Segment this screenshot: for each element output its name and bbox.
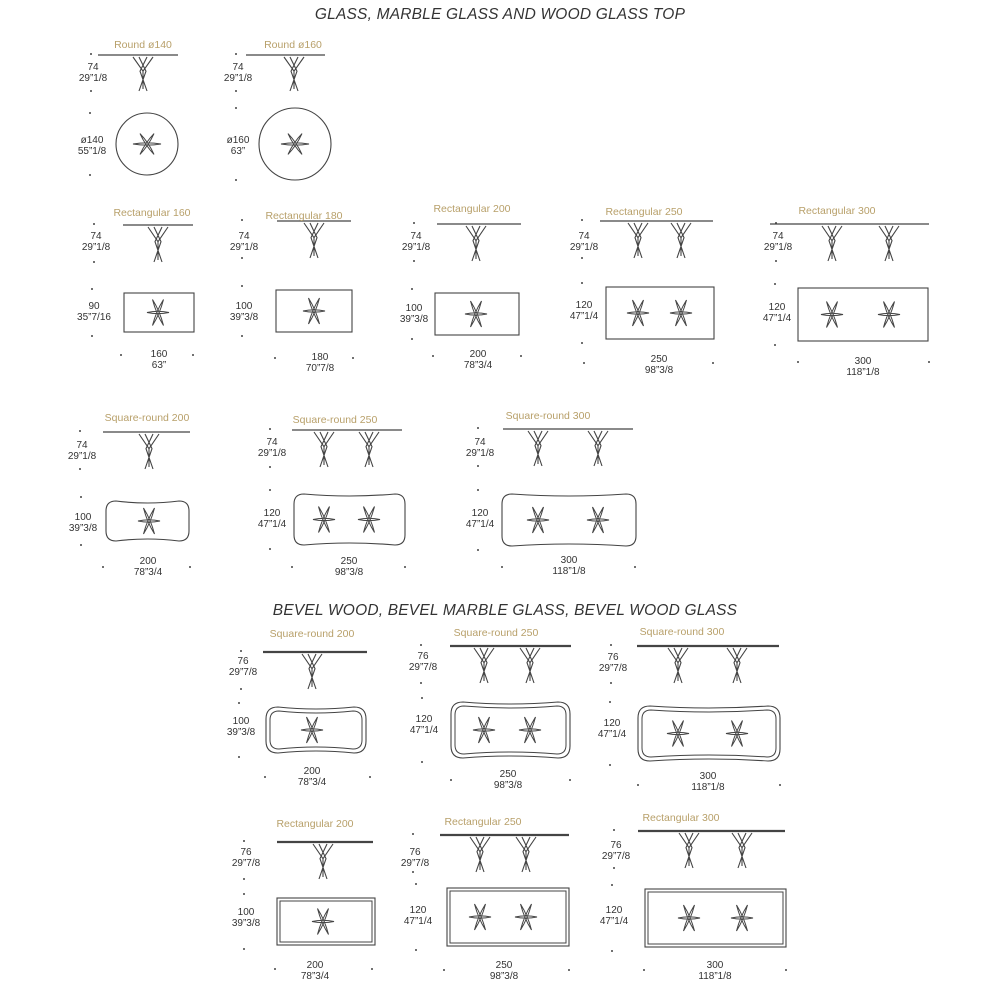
dimension-tick: [569, 779, 571, 781]
pedestal-plan: [678, 905, 700, 931]
table-title: Rectangular 200: [433, 203, 511, 215]
height-label-cm: 74: [87, 62, 99, 73]
dimension-tick: [613, 829, 615, 831]
pedestal-leg: [516, 837, 536, 872]
width-label-inch: 78”3/4: [463, 360, 493, 371]
dimension-tick: [412, 871, 414, 873]
height-label-cm: 74: [474, 437, 486, 448]
width-label-cm: 250: [340, 556, 358, 567]
table-top-plan: [266, 707, 366, 753]
dimension-tick: [610, 644, 612, 646]
dimension-tick: [443, 969, 445, 971]
pedestal-leg: [284, 57, 304, 91]
width-label-cm: 200: [469, 349, 487, 360]
pedestal-plan: [465, 301, 487, 327]
height-label-inch: 29”1/8: [763, 242, 793, 253]
table-top-plan: [645, 889, 786, 947]
dimension-tick: [415, 883, 417, 885]
dimension-tick: [235, 53, 237, 55]
pedestal-leg: [470, 837, 490, 872]
pedestal-plan: [670, 300, 692, 326]
depth-label-cm: 100: [405, 303, 423, 314]
table-title: Rectangular 160: [113, 207, 191, 219]
depth-label-inch: 35”7/16: [77, 312, 111, 323]
pedestal-leg: [359, 432, 379, 467]
height-label-cm: 74: [772, 231, 784, 242]
pedestal-plan: [627, 300, 649, 326]
pedestal-leg: [313, 844, 333, 879]
depth-label-cm: 120: [415, 714, 433, 725]
pedestal-leg: [588, 431, 608, 466]
dimension-tick: [80, 544, 82, 546]
height-label-cm: 74: [266, 437, 278, 448]
dimension-tick: [120, 354, 122, 356]
dimension-tick: [238, 702, 240, 704]
dimension-tick: [634, 566, 636, 568]
pedestal-leg: [628, 223, 648, 258]
dimension-tick: [90, 90, 92, 92]
dimension-tick: [412, 833, 414, 835]
depth-label-cm: ø140: [80, 135, 104, 146]
pedestal-plan: [469, 904, 491, 930]
width-label-inch: 118”1/8: [552, 566, 586, 577]
dimension-tick: [413, 260, 415, 262]
dimension-tick: [91, 335, 93, 337]
dimension-tick: [611, 884, 613, 886]
dimension-tick: [775, 222, 777, 224]
height-label-inch: 29”1/8: [465, 448, 495, 459]
height-label-inch: 29”1/8: [257, 448, 287, 459]
table-top-plan: [798, 288, 928, 341]
height-label-inch: 29”7/8: [228, 667, 258, 678]
round-top-plan: [259, 108, 331, 180]
height-label-inch: 29”1/8: [229, 242, 259, 253]
depth-label-cm: ø160: [226, 135, 250, 146]
table-title: Square-round 200: [269, 628, 355, 640]
pedestal-leg: [528, 431, 548, 466]
depth-label-cm: 120: [768, 302, 786, 313]
dimension-tick: [269, 489, 271, 491]
table-title: Square-round 250: [453, 627, 539, 639]
height-label-inch: 29”7/8: [598, 663, 628, 674]
table-title: Rectangular 180: [265, 210, 343, 222]
depth-label-cm: 100: [74, 512, 92, 523]
depth-label-inch: 39”3/8: [68, 523, 98, 534]
width-label-cm: 300: [699, 771, 717, 782]
table-top-plan: [638, 706, 780, 761]
table-title: Rectangular 200: [276, 818, 354, 830]
width-label-cm: 300: [560, 555, 578, 566]
dimension-tick: [411, 338, 413, 340]
width-label-inch: 78”3/4: [133, 567, 163, 578]
dimension-tick: [421, 761, 423, 763]
dimension-tick: [581, 342, 583, 344]
dimension-tick: [80, 496, 82, 498]
height-label-cm: 76: [409, 847, 421, 858]
pedestal-leg: [679, 833, 699, 868]
table-top-plan: [276, 290, 352, 332]
dimension-tick: [192, 354, 194, 356]
depth-label-inch: 47”1/4: [257, 519, 287, 530]
pedestal-plan: [133, 134, 161, 155]
pedestal-plan: [358, 507, 380, 533]
depth-label-inch: 47”1/4: [465, 519, 495, 530]
height-label-inch: 29”7/8: [601, 851, 631, 862]
pedestal-plan: [147, 300, 169, 326]
dimension-tick: [775, 260, 777, 262]
pedestal-plan: [312, 909, 334, 935]
pedestal-leg: [148, 227, 168, 262]
depth-label-cm: 120: [471, 508, 489, 519]
height-label-cm: 76: [240, 847, 252, 858]
bevel-edge-plan: [450, 891, 566, 943]
height-label-inch: 29”7/8: [400, 858, 430, 869]
dimension-tick: [415, 949, 417, 951]
width-label-inch: 98”3/8: [644, 365, 674, 376]
pedestal-leg: [139, 434, 159, 469]
dimension-tick: [411, 288, 413, 290]
height-label-cm: 74: [238, 231, 250, 242]
height-label-cm: 74: [76, 440, 88, 451]
dimension-tick: [291, 566, 293, 568]
table-title: Rectangular 300: [798, 205, 876, 217]
dimension-tick: [583, 362, 585, 364]
depth-label-inch: 47”1/4: [409, 725, 439, 736]
dimension-tick: [102, 566, 104, 568]
dimension-tick: [928, 361, 930, 363]
table-top-plan: [451, 702, 570, 758]
height-label-inch: 29”7/8: [408, 662, 438, 673]
width-label-inch: 78”3/4: [297, 777, 327, 788]
depth-label-inch: 47”1/4: [762, 313, 792, 324]
height-label-cm: 76: [610, 840, 622, 851]
bevel-edge-plan: [642, 710, 776, 757]
depth-label-inch: 47”1/4: [569, 311, 599, 322]
height-label-inch: 29”1/8: [401, 242, 431, 253]
dimension-tick: [432, 355, 434, 357]
pedestal-plan: [519, 717, 541, 743]
width-label-cm: 200: [139, 556, 157, 567]
depth-label-cm: 120: [575, 300, 593, 311]
section-heading-glass: GLASS, MARBLE GLASS AND WOOD GLASS TOP: [314, 6, 686, 23]
dimension-tick: [477, 465, 479, 467]
pedestal-plan: [821, 302, 843, 328]
pedestal-leg: [732, 833, 752, 868]
dimension-tick: [413, 222, 415, 224]
depth-label-inch: 39”3/8: [226, 727, 256, 738]
pedestal-leg: [822, 226, 842, 261]
depth-label-inch: 39”3/8: [231, 918, 261, 929]
dimension-tick: [613, 867, 615, 869]
dimension-tick: [264, 776, 266, 778]
dimension-tick: [241, 335, 243, 337]
depth-label-inch: 47”1/4: [599, 916, 629, 927]
width-label-inch: 70”7/8: [305, 363, 335, 374]
height-label-inch: 29”1/8: [223, 73, 253, 84]
width-label-inch: 98”3/8: [489, 971, 519, 982]
pedestal-plan: [301, 717, 323, 743]
dimension-tick: [779, 784, 781, 786]
dimension-tick: [520, 355, 522, 357]
width-label-cm: 250: [650, 354, 668, 365]
dimension-tick: [609, 764, 611, 766]
dimension-tick: [371, 968, 373, 970]
dimension-tick: [785, 969, 787, 971]
width-label-inch: 78”3/4: [300, 971, 330, 982]
depth-label-cm: 100: [232, 716, 250, 727]
dimension-tick: [774, 344, 776, 346]
dimension-tick: [420, 682, 422, 684]
depth-label-inch: 47”1/4: [597, 729, 627, 740]
dimension-tick: [568, 969, 570, 971]
table-top-plan: [277, 898, 375, 945]
dimension-tick: [274, 968, 276, 970]
width-label-cm: 250: [499, 769, 517, 780]
dimension-tick: [79, 430, 81, 432]
pedestal-leg: [879, 226, 899, 261]
height-label-inch: 29”1/8: [81, 242, 111, 253]
width-label-cm: 250: [495, 960, 513, 971]
dimension-tick: [189, 566, 191, 568]
pedestal-plan: [473, 717, 495, 743]
table-title: Square-round 300: [505, 410, 591, 422]
dimension-tick: [477, 489, 479, 491]
dimension-tick: [477, 427, 479, 429]
width-label-inch: 118”1/8: [846, 367, 880, 378]
depth-label-inch: 47”1/4: [403, 916, 433, 927]
dimension-tick: [243, 840, 245, 842]
dimension-tick: [240, 650, 242, 652]
width-label-cm: 300: [706, 960, 724, 971]
dimension-tick: [90, 53, 92, 55]
dimension-tick: [477, 549, 479, 551]
dimension-tick: [609, 701, 611, 703]
dimension-tick: [240, 688, 242, 690]
dimension-tick: [352, 357, 354, 359]
height-label-cm: 74: [578, 231, 590, 242]
table-top-plan: [606, 287, 714, 339]
pedestal-plan: [587, 507, 609, 533]
depth-label-cm: 120: [603, 718, 621, 729]
dimension-tick: [243, 948, 245, 950]
dimension-tick: [450, 779, 452, 781]
width-label-inch: 98”3/8: [493, 780, 523, 791]
depth-label-cm: 90: [88, 301, 100, 312]
depth-label-inch: 55”1/8: [77, 146, 107, 157]
table-title: Round ø140: [114, 39, 172, 51]
depth-label-inch: 39”3/8: [229, 312, 259, 323]
pedestal-leg: [474, 648, 494, 683]
bevel-edge-plan: [455, 706, 566, 754]
dimension-tick: [643, 969, 645, 971]
height-label-inch: 29”1/8: [569, 242, 599, 253]
dimension-tick: [774, 283, 776, 285]
table-top-plan: [502, 494, 636, 546]
pedestal-leg: [302, 654, 322, 689]
pedestal-plan: [667, 721, 689, 747]
table-title: Round ø160: [264, 39, 322, 51]
dimension-tick: [581, 257, 583, 259]
height-label-inch: 29”1/8: [67, 451, 97, 462]
dimension-tick: [611, 950, 613, 952]
pedestal-leg: [520, 648, 540, 683]
dimension-tick: [241, 285, 243, 287]
dimension-tick: [420, 644, 422, 646]
dimension-tick: [238, 756, 240, 758]
bevel-edge-plan: [280, 901, 372, 942]
pedestal-plan: [726, 721, 748, 747]
dimension-tick: [79, 468, 81, 470]
section-heading-bevel: BEVEL WOOD, BEVEL MARBLE GLASS, BEVEL WOOD GLASS: [272, 602, 738, 619]
dimension-tick: [243, 878, 245, 880]
depth-label-inch: 63”: [230, 146, 246, 157]
depth-label-cm: 120: [605, 905, 623, 916]
pedestal-leg: [727, 648, 747, 683]
pedestal-leg: [466, 226, 486, 261]
table-title: Square-round 250: [292, 414, 378, 426]
height-label-cm: 74: [410, 231, 422, 242]
table-title: Rectangular 250: [605, 206, 683, 218]
width-label-cm: 200: [306, 960, 324, 971]
dimension-tick: [610, 682, 612, 684]
dimension-tick: [501, 566, 503, 568]
dimension-tick: [369, 776, 371, 778]
dimension-tick: [93, 223, 95, 225]
dimension-tick: [241, 219, 243, 221]
bevel-edge-plan: [270, 711, 362, 749]
pedestal-plan: [731, 905, 753, 931]
depth-label-cm: 120: [263, 508, 281, 519]
depth-label-cm: 100: [235, 301, 253, 312]
pedestal-plan: [313, 507, 335, 533]
pedestal-leg: [668, 648, 688, 683]
pedestal-leg: [133, 57, 153, 91]
table-title: Square-round 300: [639, 626, 725, 638]
width-label-inch: 118”1/8: [691, 782, 725, 793]
dimension-tick: [581, 219, 583, 221]
pedestal-plan: [138, 508, 160, 534]
dimension-tick: [235, 107, 237, 109]
table-title: Rectangular 250: [444, 816, 522, 828]
dimension-tick: [797, 361, 799, 363]
dimension-tick: [93, 261, 95, 263]
height-label-cm: 74: [90, 231, 102, 242]
table-title: Square-round 200: [104, 412, 190, 424]
dimension-tick: [404, 566, 406, 568]
height-label-cm: 76: [417, 651, 429, 662]
dimension-tick: [235, 179, 237, 181]
depth-label-inch: 39”3/8: [399, 314, 429, 325]
height-label-cm: 76: [607, 652, 619, 663]
width-label-inch: 118”1/8: [698, 971, 732, 982]
round-top-plan: [116, 113, 178, 175]
dimension-tick: [269, 466, 271, 468]
dimension-tick: [269, 548, 271, 550]
width-label-cm: 300: [854, 356, 872, 367]
bevel-edge-plan: [648, 892, 783, 944]
dimension-tick: [637, 784, 639, 786]
depth-label-cm: 100: [237, 907, 255, 918]
pedestal-plan: [527, 507, 549, 533]
width-label-inch: 63”: [151, 360, 167, 371]
pedestal-leg: [671, 223, 691, 258]
table-title: Rectangular 300: [642, 812, 720, 824]
dimension-tick: [712, 362, 714, 364]
width-label-cm: 160: [150, 349, 168, 360]
table-top-plan: [447, 888, 569, 946]
dimension-tick: [274, 357, 276, 359]
pedestal-plan: [878, 302, 900, 328]
dimension-tick: [241, 257, 243, 259]
dimension-tick: [421, 697, 423, 699]
dimension-tick: [269, 428, 271, 430]
dimension-tick: [235, 90, 237, 92]
depth-label-cm: 120: [409, 905, 427, 916]
pedestal-leg: [314, 432, 334, 467]
width-label-cm: 200: [303, 766, 321, 777]
height-label-inch: 29”1/8: [78, 73, 108, 84]
height-label-inch: 29”7/8: [231, 858, 261, 869]
dimension-tick: [581, 282, 583, 284]
dimension-tick: [89, 174, 91, 176]
table-top-plan: [294, 494, 405, 545]
height-label-cm: 74: [232, 62, 244, 73]
pedestal-plan: [281, 134, 309, 155]
height-label-cm: 76: [237, 656, 249, 667]
dimension-tick: [91, 288, 93, 290]
width-label-cm: 180: [311, 352, 329, 363]
dimension-tick: [89, 112, 91, 114]
pedestal-plan: [515, 904, 537, 930]
pedestal-plan: [303, 298, 325, 324]
dimension-tick: [243, 893, 245, 895]
pedestal-leg: [304, 223, 324, 258]
width-label-inch: 98”3/8: [334, 567, 364, 578]
